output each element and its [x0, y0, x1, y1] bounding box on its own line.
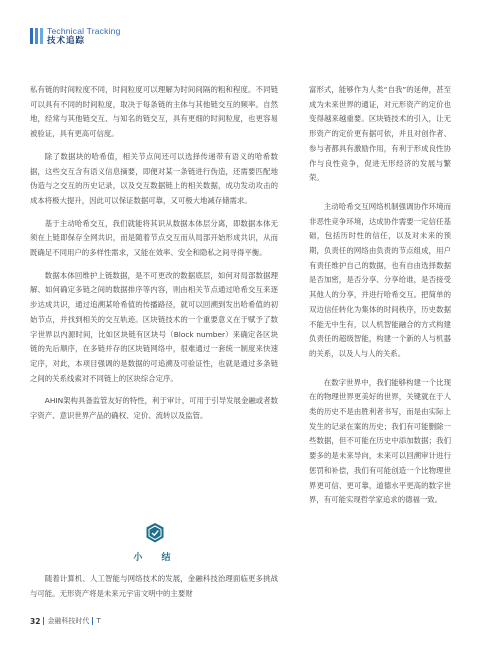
summary-badge-icon	[145, 522, 165, 544]
paragraph: 富形式，能够作为人类“自我”的延伸，甚至成为未来世界的通证，对元形资产的定价也变得越来越重要。区块链技术的引入，让无形资产的定价更有据可依，并且对创作者、参与者都具有激励作用，有利于形成良性协作与良性竞争，促进无形经济的发展与繁荣。	[309, 85, 451, 183]
paragraph: 数据本体回维护上链数据，是不可更改的数据底层，如何对局部数据理解、如何确定多链之间的数据排序等内容，则由相关节点通过哈希交互来逐步达成共识，通过追溯某哈希值的传播路径，就可以回溯到发出哈希值的初始节点，并找到相关的交互轨迹。区块链技术的一个重要意义在于赋予了数字世界以内源时间，比如区块链有区块号（Block number）来确定各区块链的先后顺序，在多链并存的区块链网络中，很难通过一套统一制度来快速定序，对此，本项目强调的是数据的可追溯及可验证性，也就是通过多条链之间的关系线索对不同链上的区块综合定序。	[30, 270, 278, 383]
paragraph: 在数字世界中，我们能够构建一个比现在的物理世界更美好的世界，关键就在于人类的历史不是由胜利者书写，而是由实际上发生的记录在案的历史；我们有可能删除一些数据，但不可能在历史中添加数据；我们要多的是未来导向，未来可以回溯审计进行惩罚和补偿，我们有可能创造一个比物理世界更可信、更可靠，道德水平更高的数字世界，有可能实现哲学家追求的德福一致。	[309, 377, 451, 505]
footer-divider	[92, 617, 93, 625]
paragraph: 主动哈希交互网络机制强调协作环境而非恶性竞争环境，达成协作需要一定信任基础，包括历时性的信任，以及对未来的预期，负责任的网络由负责的节点组成，用户有责任维护自己的数据，也有自由选择数据是否加密，是否分享、分享给谁，是否接受其他人的分享，并进行哈希交互。把简单的双边信任转化为集体的时间秩序，历史数据不能无中生有，以人机智能融合的方式构建负责任的超级智能，构建一个新的人与机器的关系，以及人与人的关系。	[309, 201, 451, 358]
section-header	[30, 22, 121, 50]
paragraph: 私有链的时间粒度不同，时间粒度可以理解为时间间隔的粗和程度。不同链可以具有不同的时间粒度，取决于每条链的主体与其他链交互的频率。自然地，经常与其他链交互、与知名的链交互，具有更细的时间粒度，也更容易被验证，具有更高可信度。	[30, 85, 278, 139]
summary-body	[30, 572, 278, 601]
header-zh-title: 技术追踪	[47, 36, 86, 46]
paragraph: 除了数据块的哈希值，相关节点间还可以选择传递带有语义的哈希数据，这些交互含有语义信息摘要，即便对某一条链进行伪造，还需要匹配地伪造与之交互的历史记录，以及交互数据链上的相关数据，成功发动攻击的成本将极大提升，因此可以保证数据可靠，又可极大地减存储需求。	[30, 151, 278, 205]
paragraph: 基于主动哈希交互，我们就能将其识从数据本体层分离，即数据本体无须在上链即保存全网共识，而是随着节点交互而从局部开始形成共识，从而既确足不同用户的多样性需求，又能在效率、安全和隐私之间寻得平衡。	[30, 218, 278, 258]
page-number: 32	[30, 616, 41, 626]
paragraph: 随着计算机、人工智能与网络技术的发展，金融科技治理面临更多挑战与可能。无形资产将是未来元宇宙文明中的主要财	[30, 574, 278, 598]
right-column	[309, 83, 451, 508]
summary-heading: 小 结	[133, 553, 179, 563]
section-logo-icon	[30, 28, 43, 44]
page-footer	[30, 616, 101, 626]
journal-name: 金融科技时代	[47, 617, 90, 625]
left-column	[30, 83, 278, 424]
header-en-title: Technical Tracking	[47, 25, 121, 36]
footer-tag: T	[96, 617, 101, 625]
paragraph: AHIN架构具备监管友好的特性，利于审计，可用于引导发展金融或者数字资产、意识世界产品的确权、定价、流转以及监管。	[30, 396, 278, 421]
footer-divider	[43, 617, 44, 625]
